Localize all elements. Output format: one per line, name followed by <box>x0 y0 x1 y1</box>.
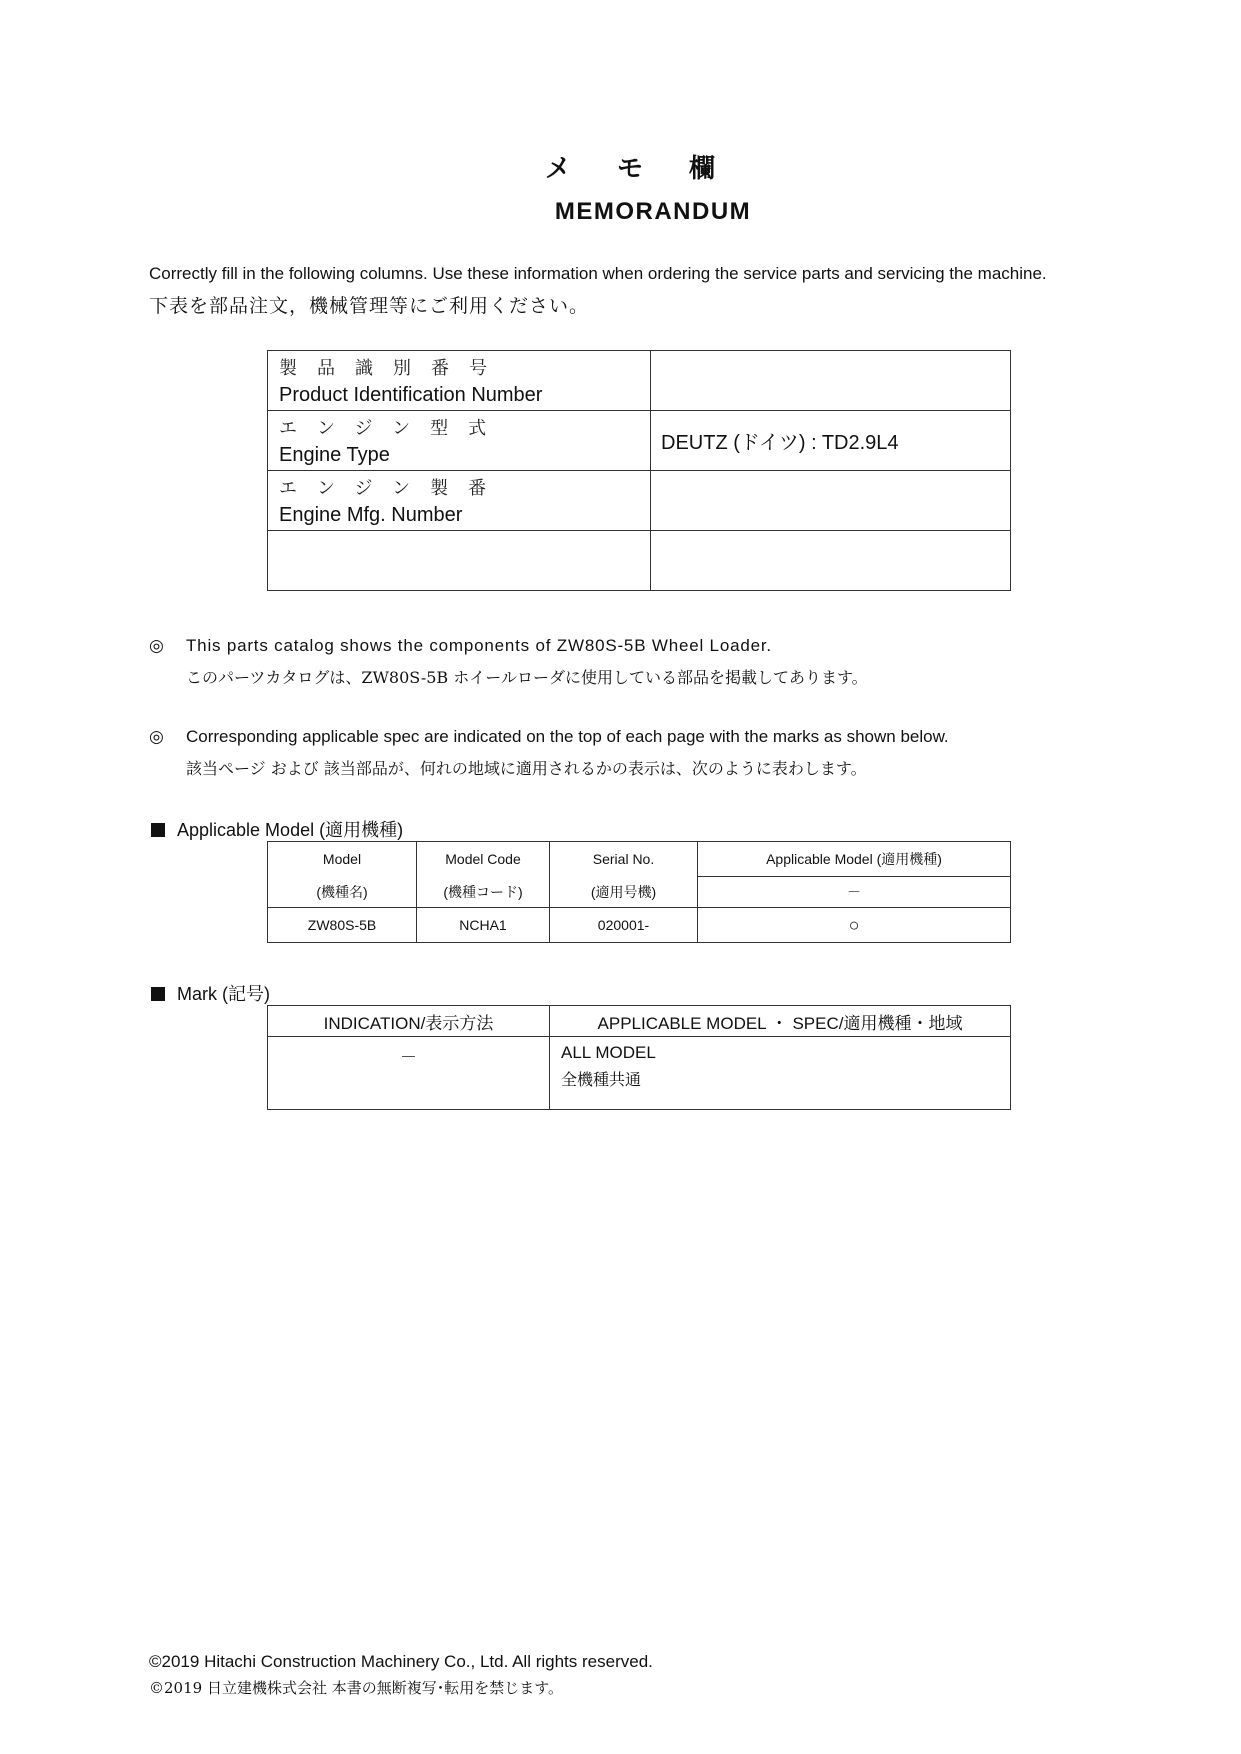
double-circle-icon: ◎ <box>149 727 164 747</box>
intro-text-en: Correctly fill in the following columns. Use these information when ordering the service parts and servicing the machine. <box>149 264 1047 283</box>
table-header-row <box>268 842 1011 877</box>
memo-label <box>268 411 651 471</box>
section-title: Applicable Model (適用機種) <box>177 820 404 840</box>
cell-serial: 020001- <box>550 908 698 943</box>
col-header-serial: Serial No. <box>550 842 698 877</box>
section-title: Mark (記号) <box>177 984 270 1004</box>
cell-indication: － <box>268 1037 550 1110</box>
memo-row-blank <box>268 531 1011 591</box>
memo-label-en: Product Identification Number <box>279 384 543 406</box>
copyright-en: ©2019 Hitachi Construction Machinery Co., Ltd. All rights reserved. <box>149 1652 653 1671</box>
memo-label-jp: エンジン型式 <box>279 418 507 439</box>
note-1-text-jp: このパーツカタログは、ZW80S-5B ホイールローダに使用している部品を掲載してあります。 <box>186 668 868 687</box>
memo-label[interactable] <box>268 531 651 591</box>
memo-value-engine-mfg[interactable] <box>651 471 1011 531</box>
page-title: MEMORANDUM <box>554 198 752 225</box>
note-1 <box>149 636 772 656</box>
cell-applicable: ○ <box>698 908 1011 943</box>
memo-row-engine-mfg <box>268 471 1011 531</box>
col-header-indication: INDICATION/表示方法 <box>268 1006 550 1037</box>
section-mark <box>151 980 270 1006</box>
memo-row-product-id <box>268 351 1011 411</box>
col-header-spec: － <box>698 877 1011 908</box>
square-bullet-icon <box>151 987 165 1001</box>
col-header-applicable: Applicable Model (適用機種) <box>698 842 1011 877</box>
memo-row-engine-type <box>268 411 1011 471</box>
table-row <box>268 1037 1011 1110</box>
col-header-applicable-spec: APPLICABLE MODEL ・ SPEC/適用機種・地域 <box>550 1006 1011 1037</box>
memo-label-jp: 製品識別番号 <box>279 358 507 379</box>
section-applicable-model <box>151 816 403 842</box>
table-row <box>268 908 1011 943</box>
memo-value-engine-type[interactable]: DEUTZ (ドイツ) : TD2.9L4 <box>651 411 1011 471</box>
cell-applicable-en: ALL MODEL <box>561 1043 656 1062</box>
table-subheader-row <box>268 877 1011 908</box>
col-header-model: Model <box>268 842 417 877</box>
cell-applicable-jp: 全機種共通 <box>561 1070 642 1089</box>
square-bullet-icon <box>151 823 165 837</box>
memo-label-en: Engine Mfg. Number <box>279 504 463 526</box>
memo-label-jp: エンジン製番 <box>279 478 507 499</box>
memo-label-en: Engine Type <box>279 444 390 466</box>
memo-value-product-id[interactable] <box>651 351 1011 411</box>
double-circle-icon: ◎ <box>149 636 165 656</box>
col-header-model-code: Model Code <box>417 842 550 877</box>
copyright-jp: ©2019 日立建機株式会社 本書の無断複写･転用を禁じます。 <box>149 1679 564 1697</box>
note-2 <box>149 727 949 747</box>
memo-label <box>268 351 651 411</box>
note-1-text-en: This parts catalog shows the components of ZW80S-5B Wheel Loader. <box>186 636 772 655</box>
col-header-model-code-jp: (機種コード) <box>417 877 550 908</box>
page-title-jp: メモ欄 <box>544 154 761 184</box>
cell-model: ZW80S-5B <box>268 908 417 943</box>
intro-text-jp: 下表を部品注文，機械管理等にご利用ください。 <box>149 295 590 317</box>
memo-label <box>268 471 651 531</box>
cell-model-code: NCHA1 <box>417 908 550 943</box>
col-header-model-jp: (機種名) <box>268 877 417 908</box>
note-2-text-en: Corresponding applicable spec are indicated on the top of each page with the marks as shown below. <box>186 727 949 746</box>
note-2-text-jp: 該当ページ および 該当部品が、何れの地域に適用されるかの表示は、次のように表わします。 <box>186 759 867 778</box>
col-header-serial-jp: (適用号機) <box>550 877 698 908</box>
memo-table <box>267 350 1011 591</box>
applicable-model-table <box>267 841 1011 943</box>
mark-table <box>267 1005 1011 1110</box>
table-header-row <box>268 1006 1011 1037</box>
memo-value-blank[interactable] <box>651 531 1011 591</box>
cell-applicable <box>550 1037 1011 1110</box>
